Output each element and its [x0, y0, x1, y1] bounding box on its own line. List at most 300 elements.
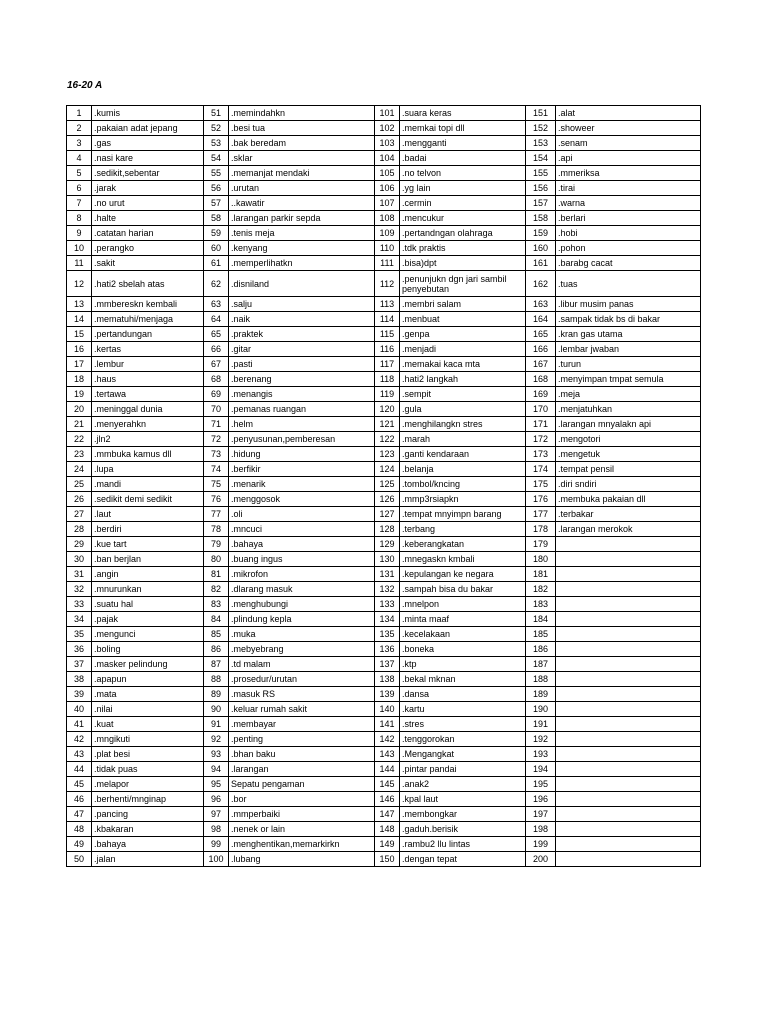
entry-text: .barabg cacat	[556, 256, 701, 271]
entry-text: .mnurunkan	[92, 582, 204, 597]
entry-number: 137	[375, 657, 400, 672]
entry-text	[556, 537, 701, 552]
entry-number: 130	[375, 552, 400, 567]
entry-text: .diri sndiri	[556, 477, 701, 492]
entry-text: .membongkar	[400, 807, 526, 822]
entry-text: .mengunci	[92, 627, 204, 642]
entry-number: 169	[526, 387, 556, 402]
entry-number: 122	[375, 432, 400, 447]
table-row	[67, 106, 701, 121]
entry-number: 132	[375, 582, 400, 597]
entry-number: 195	[526, 777, 556, 792]
table-row	[67, 807, 701, 822]
entry-number: 114	[375, 312, 400, 327]
entry-number: 98	[204, 822, 229, 837]
entry-number: 67	[204, 357, 229, 372]
entry-text: .berdiri	[92, 522, 204, 537]
entry-text: .mengganti	[400, 136, 526, 151]
entry-text: .praktek	[229, 327, 375, 342]
entry-text: .jarak	[92, 181, 204, 196]
table-row	[67, 702, 701, 717]
entry-number: 57	[204, 196, 229, 211]
table-row	[67, 567, 701, 582]
table-row	[67, 432, 701, 447]
entry-number: 79	[204, 537, 229, 552]
entry-text: .penting	[229, 732, 375, 747]
table-row	[67, 121, 701, 136]
entry-text: .lubang	[229, 852, 375, 867]
entry-number: 113	[375, 297, 400, 312]
table-row	[67, 181, 701, 196]
entry-number: 162	[526, 271, 556, 297]
entry-number: 168	[526, 372, 556, 387]
entry-number: 116	[375, 342, 400, 357]
entry-text: .kran gas utama	[556, 327, 701, 342]
entry-number: 106	[375, 181, 400, 196]
entry-text: .mebyebrang	[229, 642, 375, 657]
entry-text: .tempat mnyimpn barang	[400, 507, 526, 522]
entry-number: 198	[526, 822, 556, 837]
entry-number: 13	[67, 297, 92, 312]
entry-number: 118	[375, 372, 400, 387]
entry-number: 125	[375, 477, 400, 492]
entry-number: 86	[204, 642, 229, 657]
entry-number: 23	[67, 447, 92, 462]
entry-number: 97	[204, 807, 229, 822]
entry-number: 42	[67, 732, 92, 747]
entry-text	[556, 717, 701, 732]
table-row	[67, 372, 701, 387]
entry-number: 139	[375, 687, 400, 702]
entry-number: 3	[67, 136, 92, 151]
entry-text: .lembur	[92, 357, 204, 372]
entry-text: .dengan tepat	[400, 852, 526, 867]
entry-text: .hati2 langkah	[400, 372, 526, 387]
page-title: 16-20 A	[67, 80, 103, 91]
entry-number: 76	[204, 492, 229, 507]
entry-number: 150	[375, 852, 400, 867]
entry-text: .memindahkn	[229, 106, 375, 121]
table-row	[67, 552, 701, 567]
entry-text: .menghilangkn stres	[400, 417, 526, 432]
entry-number: 32	[67, 582, 92, 597]
entry-number: 55	[204, 166, 229, 181]
entry-number: 194	[526, 762, 556, 777]
entry-number: 149	[375, 837, 400, 852]
entry-text: .ktp	[400, 657, 526, 672]
entry-number: 105	[375, 166, 400, 181]
table-row	[67, 417, 701, 432]
entry-text: .mengetuk	[556, 447, 701, 462]
entry-text: .kumis	[92, 106, 204, 121]
entry-number: 93	[204, 747, 229, 762]
entry-text: .ganti kendaraan	[400, 447, 526, 462]
entry-text: .gas	[92, 136, 204, 151]
entry-number: 24	[67, 462, 92, 477]
entry-text: .badai	[400, 151, 526, 166]
entry-text: .jln2	[92, 432, 204, 447]
entry-number: 147	[375, 807, 400, 822]
entry-text: .kepulangan ke negara	[400, 567, 526, 582]
entry-text: .memakai kaca mta	[400, 357, 526, 372]
entry-number: 95	[204, 777, 229, 792]
entry-number: 117	[375, 357, 400, 372]
entry-text: Sepatu pengaman	[229, 777, 375, 792]
entry-text: .mncuci	[229, 522, 375, 537]
entry-text: .haus	[92, 372, 204, 387]
entry-text: .halte	[92, 211, 204, 226]
entry-number: 56	[204, 181, 229, 196]
entry-text: .pancing	[92, 807, 204, 822]
entry-text	[556, 582, 701, 597]
table-row	[67, 447, 701, 462]
entry-number: 186	[526, 642, 556, 657]
table-row	[67, 852, 701, 867]
entry-text	[556, 732, 701, 747]
entry-number: 45	[67, 777, 92, 792]
entry-text: .menbuat	[400, 312, 526, 327]
entry-text: .boling	[92, 642, 204, 657]
entry-number: 183	[526, 597, 556, 612]
entry-number: 103	[375, 136, 400, 151]
entry-text: .boneka	[400, 642, 526, 657]
table-row	[67, 747, 701, 762]
entry-text: .minta maaf	[400, 612, 526, 627]
entry-number: 88	[204, 672, 229, 687]
entry-number: 91	[204, 717, 229, 732]
entry-number: 59	[204, 226, 229, 241]
entry-text: .larangan parkir sepda	[229, 211, 375, 226]
entry-number: 41	[67, 717, 92, 732]
table-row	[67, 792, 701, 807]
entry-text: .nilai	[92, 702, 204, 717]
entry-number: 120	[375, 402, 400, 417]
entry-text: .stres	[400, 717, 526, 732]
entry-number: 90	[204, 702, 229, 717]
entry-number: 29	[67, 537, 92, 552]
entry-number: 181	[526, 567, 556, 582]
entry-text: .plat besi	[92, 747, 204, 762]
table-row	[67, 462, 701, 477]
table-row	[67, 822, 701, 837]
entry-text: .anak2	[400, 777, 526, 792]
entry-text: .gaduh.berisik	[400, 822, 526, 837]
entry-text: .kbakaran	[92, 822, 204, 837]
entry-text: .Mengangkat	[400, 747, 526, 762]
entry-text	[556, 642, 701, 657]
entry-number: 47	[67, 807, 92, 822]
entry-text: .pertandngan olahraga	[400, 226, 526, 241]
table-row	[67, 136, 701, 151]
entry-number: 36	[67, 642, 92, 657]
entry-text: .sedikit,sebentar	[92, 166, 204, 181]
entry-number: 94	[204, 762, 229, 777]
entry-number: 10	[67, 241, 92, 256]
table-row	[67, 196, 701, 211]
entry-number: 48	[67, 822, 92, 837]
entry-text: .mmbereskn kembali	[92, 297, 204, 312]
entry-text: .penunjukn dgn jari sambil penyebutan	[400, 271, 526, 297]
entry-text: .pemanas ruangan	[229, 402, 375, 417]
entry-text: .sampak tidak bs di bakar	[556, 312, 701, 327]
entry-text: .mnelpon	[400, 597, 526, 612]
entry-number: 197	[526, 807, 556, 822]
entry-number: 27	[67, 507, 92, 522]
entry-number: 62	[204, 271, 229, 297]
entry-text: .bor	[229, 792, 375, 807]
entry-number: 40	[67, 702, 92, 717]
entry-text: .tenggorokan	[400, 732, 526, 747]
entry-text: .mmeriksa	[556, 166, 701, 181]
entry-text: .helm	[229, 417, 375, 432]
entry-number: 166	[526, 342, 556, 357]
entry-number: 64	[204, 312, 229, 327]
entry-text: .genpa	[400, 327, 526, 342]
entry-number: 156	[526, 181, 556, 196]
entry-text: .angin	[92, 567, 204, 582]
entry-number: 133	[375, 597, 400, 612]
table-row	[67, 612, 701, 627]
entry-text: .masuk RS	[229, 687, 375, 702]
entry-number: 69	[204, 387, 229, 402]
entry-number: 75	[204, 477, 229, 492]
entry-number: 146	[375, 792, 400, 807]
entry-number: 73	[204, 447, 229, 462]
entry-number: 171	[526, 417, 556, 432]
entry-number: 6	[67, 181, 92, 196]
entry-number: 83	[204, 597, 229, 612]
entry-number: 188	[526, 672, 556, 687]
entry-number: 15	[67, 327, 92, 342]
entry-number: 165	[526, 327, 556, 342]
entry-number: 160	[526, 241, 556, 256]
entry-number: 187	[526, 657, 556, 672]
entry-text: .mmbuka kamus dll	[92, 447, 204, 462]
table-row	[67, 151, 701, 166]
table-row	[67, 522, 701, 537]
entry-number: 151	[526, 106, 556, 121]
entry-number: 135	[375, 627, 400, 642]
entry-number: 110	[375, 241, 400, 256]
entry-number: 164	[526, 312, 556, 327]
entry-text: .api	[556, 151, 701, 166]
entry-number: 193	[526, 747, 556, 762]
entry-text: .memkai topi dll	[400, 121, 526, 136]
entry-number: 65	[204, 327, 229, 342]
entry-number: 22	[67, 432, 92, 447]
entry-text: .membri salam	[400, 297, 526, 312]
entry-number: 19	[67, 387, 92, 402]
entry-number: 35	[67, 627, 92, 642]
entry-number: 185	[526, 627, 556, 642]
table-row	[67, 642, 701, 657]
entry-number: 72	[204, 432, 229, 447]
entry-number: 30	[67, 552, 92, 567]
entry-text: .sampah bisa du bakar	[400, 582, 526, 597]
entry-number: 96	[204, 792, 229, 807]
entry-text: .berfikir	[229, 462, 375, 477]
entry-text: .mnegaskn kmbali	[400, 552, 526, 567]
entry-number: 124	[375, 462, 400, 477]
entry-text	[556, 672, 701, 687]
entry-number: 26	[67, 492, 92, 507]
entry-number: 172	[526, 432, 556, 447]
entry-number: 180	[526, 552, 556, 567]
table-row	[67, 597, 701, 612]
entry-number: 154	[526, 151, 556, 166]
table-row	[67, 256, 701, 271]
entry-number: 34	[67, 612, 92, 627]
entry-number: 190	[526, 702, 556, 717]
entry-text: .bahaya	[229, 537, 375, 552]
entry-number: 5	[67, 166, 92, 181]
entry-text: .penyusunan,pemberesan	[229, 432, 375, 447]
entry-number: 17	[67, 357, 92, 372]
entry-text: .yg lain	[400, 181, 526, 196]
entry-text: .cermin	[400, 196, 526, 211]
entry-number: 167	[526, 357, 556, 372]
entry-text: .kue tart	[92, 537, 204, 552]
entry-number: 119	[375, 387, 400, 402]
entry-text: .jalan	[92, 852, 204, 867]
entry-number: 138	[375, 672, 400, 687]
entry-number: 102	[375, 121, 400, 136]
entry-text: .bahaya	[92, 837, 204, 852]
entry-text: .catatan harian	[92, 226, 204, 241]
entry-number: 191	[526, 717, 556, 732]
entry-number: 121	[375, 417, 400, 432]
entry-text: .warna	[556, 196, 701, 211]
entry-text: .mencukur	[400, 211, 526, 226]
entry-number: 109	[375, 226, 400, 241]
entry-number: 144	[375, 762, 400, 777]
entry-number: 4	[67, 151, 92, 166]
entry-number: 148	[375, 822, 400, 837]
entry-number: 2	[67, 121, 92, 136]
entry-number: 25	[67, 477, 92, 492]
entry-number: 128	[375, 522, 400, 537]
entry-text: .salju	[229, 297, 375, 312]
entry-number: 129	[375, 537, 400, 552]
entry-text	[556, 567, 701, 582]
entry-text: .pertandungan	[92, 327, 204, 342]
entry-text: .meja	[556, 387, 701, 402]
entry-text: .menghubungi	[229, 597, 375, 612]
entry-text: .buang ingus	[229, 552, 375, 567]
entry-number: 89	[204, 687, 229, 702]
entry-number: 74	[204, 462, 229, 477]
entry-text	[556, 837, 701, 852]
entry-text: .plindung kepla	[229, 612, 375, 627]
entry-text: .larangan merokok	[556, 522, 701, 537]
table-row	[67, 402, 701, 417]
entry-text	[556, 747, 701, 762]
entry-number: 70	[204, 402, 229, 417]
entry-number: 39	[67, 687, 92, 702]
entry-text: .menarik	[229, 477, 375, 492]
entry-text: .pohon	[556, 241, 701, 256]
entry-text: .apapun	[92, 672, 204, 687]
entry-text: .nasi kare	[92, 151, 204, 166]
entry-text: .keberangkatan	[400, 537, 526, 552]
entry-text: .tuas	[556, 271, 701, 297]
entry-text: .td malam	[229, 657, 375, 672]
entry-text: .larangan	[229, 762, 375, 777]
entry-text: .pintar pandai	[400, 762, 526, 777]
entry-number: 157	[526, 196, 556, 211]
entry-number: 200	[526, 852, 556, 867]
entry-text: .menggosok	[229, 492, 375, 507]
entry-number: 81	[204, 567, 229, 582]
entry-number: 16	[67, 342, 92, 357]
entry-text: .berlari	[556, 211, 701, 226]
entry-text: .larangan mnyalakn api	[556, 417, 701, 432]
entry-number: 158	[526, 211, 556, 226]
entry-number: 7	[67, 196, 92, 211]
table-row	[67, 507, 701, 522]
entry-text: .mata	[92, 687, 204, 702]
entry-number: 78	[204, 522, 229, 537]
entry-text: .memanjat mendaki	[229, 166, 375, 181]
entry-number: 174	[526, 462, 556, 477]
table-row	[67, 312, 701, 327]
table-row	[67, 327, 701, 342]
table-row	[67, 226, 701, 241]
entry-number: 12	[67, 271, 92, 297]
table-row	[67, 732, 701, 747]
entry-text	[556, 807, 701, 822]
entry-number: 176	[526, 492, 556, 507]
entry-number: 142	[375, 732, 400, 747]
entry-number: 82	[204, 582, 229, 597]
entry-number: 143	[375, 747, 400, 762]
entry-number: 85	[204, 627, 229, 642]
entry-text: .mandi	[92, 477, 204, 492]
entry-number: 112	[375, 271, 400, 297]
entry-number: 11	[67, 256, 92, 271]
entry-text: .kecelakaan	[400, 627, 526, 642]
entry-number: 184	[526, 612, 556, 627]
entry-text: .membuka pakaian dll	[556, 492, 701, 507]
entry-text: .alat	[556, 106, 701, 121]
entry-text: .keluar rumah sakit	[229, 702, 375, 717]
entry-number: 31	[67, 567, 92, 582]
entry-number: 123	[375, 447, 400, 462]
entry-number: 99	[204, 837, 229, 852]
entry-text: .senam	[556, 136, 701, 151]
entry-number: 115	[375, 327, 400, 342]
entry-number: 152	[526, 121, 556, 136]
entry-number: 53	[204, 136, 229, 151]
entry-number: 1	[67, 106, 92, 121]
entry-text: .menyimpan tmpat semula	[556, 372, 701, 387]
table-row	[67, 297, 701, 312]
entry-number: 141	[375, 717, 400, 732]
entry-number: 136	[375, 642, 400, 657]
entry-text: .pajak	[92, 612, 204, 627]
entry-text: .muka	[229, 627, 375, 642]
entry-text: .kertas	[92, 342, 204, 357]
entry-text: .turun	[556, 357, 701, 372]
entry-text: .sklar	[229, 151, 375, 166]
entry-number: 71	[204, 417, 229, 432]
entry-text: .kartu	[400, 702, 526, 717]
entry-text: .bhan baku	[229, 747, 375, 762]
entry-number: 153	[526, 136, 556, 151]
entry-text: .sakit	[92, 256, 204, 271]
entry-number: 8	[67, 211, 92, 226]
entry-number: 199	[526, 837, 556, 852]
